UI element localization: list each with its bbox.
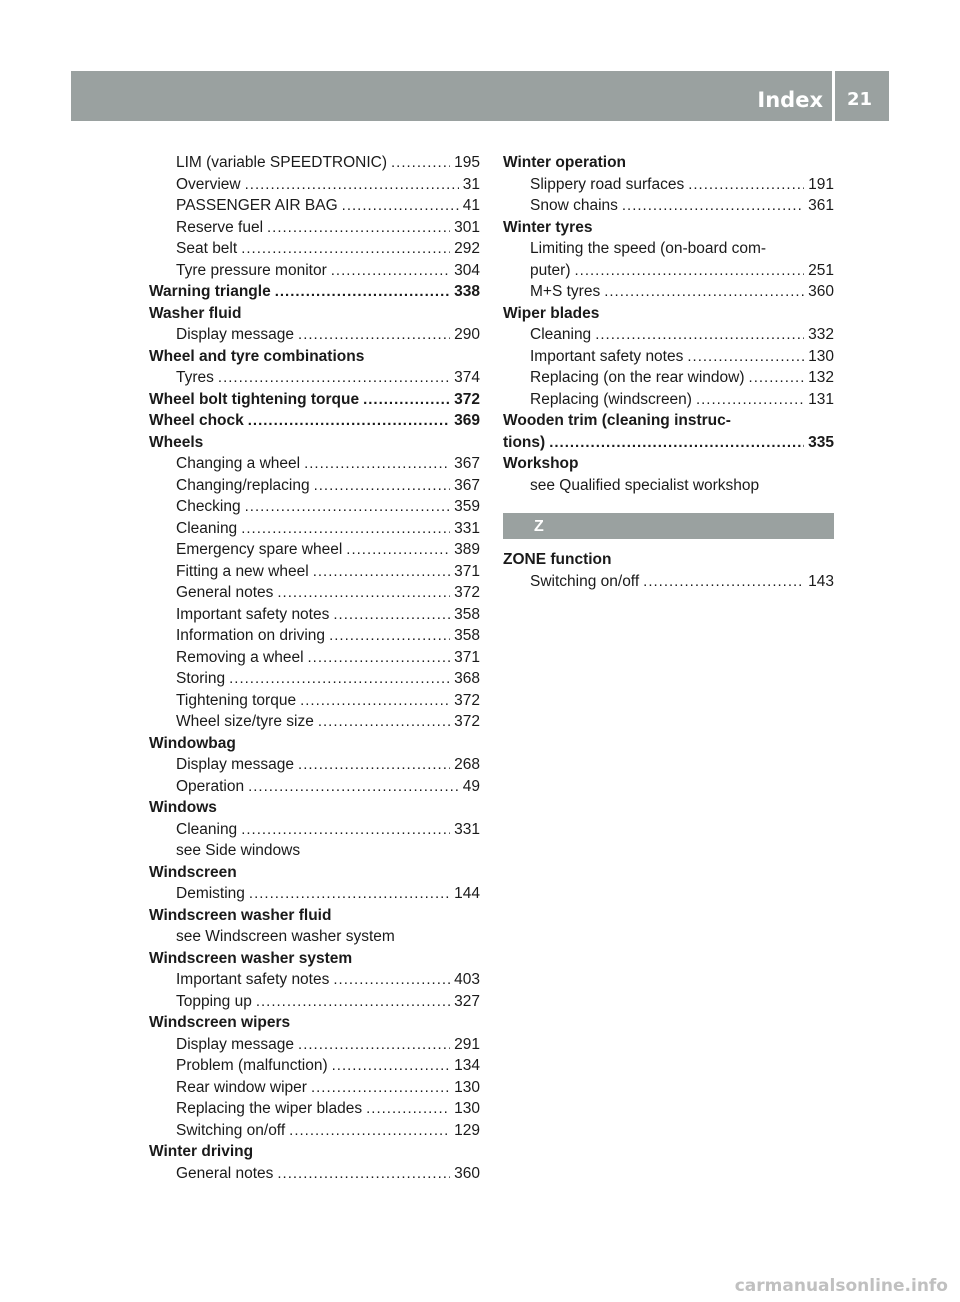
entry-label: Replacing (on the rear window) (530, 369, 745, 386)
index-entry (149, 217, 480, 239)
index-entry (503, 549, 834, 571)
header-divider (832, 71, 835, 121)
index-entry (149, 948, 480, 970)
entry-label: Overview (176, 175, 241, 193)
index-entry (503, 453, 834, 475)
entry-page-number: 129 (454, 1121, 480, 1139)
entry-page-number: 304 (454, 261, 480, 279)
index-entry (503, 174, 834, 196)
leader-dots (331, 260, 450, 282)
entry-page-number: 143 (808, 572, 834, 590)
entry-page-number: 290 (454, 326, 480, 343)
index-entry (149, 518, 480, 540)
leader-dots (241, 819, 450, 841)
entry-label: Wheel bolt tightening torque (149, 390, 360, 408)
entry-page-number: 372 (454, 390, 480, 408)
entry-label: Winter tyres (503, 218, 593, 236)
entry-label: Windscreen wipers (149, 1014, 291, 1031)
entry-label: Demisting (176, 885, 245, 902)
leader-dots (298, 754, 450, 776)
leader-dots (308, 647, 451, 669)
entry-label: Warning triangle (149, 283, 271, 300)
entry-label: Cleaning (176, 820, 238, 838)
entry-label: General notes (176, 584, 274, 601)
index-entry (149, 991, 480, 1013)
index-entry (149, 1055, 480, 1077)
entry-label: LIM (variable SPEEDTRONIC) (176, 154, 388, 171)
entry-page-number: 361 (808, 197, 834, 214)
entry-page-number: 134 (454, 1057, 480, 1074)
index-entry (149, 690, 480, 712)
entry-page-number: 327 (454, 992, 480, 1010)
leader-dots (687, 346, 804, 368)
leader-dots (643, 571, 804, 593)
index-entry (149, 1012, 480, 1034)
entry-label: Storing (176, 670, 226, 687)
entry-page-number: 332 (808, 326, 834, 343)
leader-dots (289, 1120, 450, 1142)
leader-dots (604, 281, 804, 303)
entry-label: Wheel chock (149, 412, 244, 429)
index-entry (503, 389, 834, 411)
index-entry (149, 776, 480, 798)
entry-label: Wooden trim (cleaning instruc- (503, 412, 731, 429)
entry-label: Reserve fuel (176, 218, 264, 236)
entry-label: Tightening torque (176, 691, 297, 709)
leader-dots (318, 711, 450, 733)
leader-dots (229, 668, 450, 690)
leader-dots (277, 582, 450, 604)
entry-label: Changing/replacing (176, 476, 310, 494)
entry-page-number: 372 (454, 584, 480, 601)
entry-page-number: 41 (462, 197, 480, 214)
entry-label: Wiper blades (503, 304, 600, 322)
entry-label: Wheel size/tyre size (176, 713, 314, 730)
index-entry (149, 1034, 480, 1056)
leader-dots (549, 432, 804, 454)
entry-page-number: 360 (808, 283, 834, 300)
index-entry (149, 539, 480, 561)
index-entry (503, 367, 834, 389)
leader-dots (622, 195, 804, 217)
section-title: Index (757, 88, 823, 112)
entry-label: Rear window wiper (176, 1078, 307, 1096)
entry-label: Removing a wheel (176, 648, 304, 666)
index-entry (149, 862, 480, 884)
entry-page-number: 360 (454, 1164, 480, 1182)
index-entry (149, 883, 480, 905)
index-entry (149, 389, 480, 411)
leader-dots (391, 152, 450, 174)
entry-page-number: 367 (454, 476, 480, 494)
leader-dots (256, 991, 450, 1013)
entry-label: Replacing the wiper blades (176, 1100, 363, 1117)
entry-page-number: 372 (454, 691, 480, 709)
index-entry (149, 432, 480, 454)
watermark: carmanualsonline.info (734, 1276, 948, 1296)
index-entry (503, 346, 834, 368)
index-entry (149, 496, 480, 518)
leader-dots (300, 690, 450, 712)
leader-dots (304, 453, 450, 475)
leader-dots (595, 324, 804, 346)
index-entry (149, 475, 480, 497)
index-entry (149, 152, 480, 174)
entry-page-number: 251 (808, 261, 834, 279)
index-entry (149, 238, 480, 260)
entry-label: Wheel and tyre combinations (149, 347, 365, 365)
entry-page-number: 374 (454, 369, 480, 386)
entry-page-number: 132 (808, 369, 834, 386)
entry-label: puter) (530, 261, 571, 279)
index-entry (149, 260, 480, 282)
index-entry (149, 668, 480, 690)
entry-label: General notes (176, 1164, 274, 1182)
index-entry (503, 217, 834, 239)
entry-label: Slippery road surfaces (530, 175, 685, 193)
leader-dots (688, 174, 804, 196)
leader-dots (249, 883, 450, 905)
entry-page-number: 358 (454, 627, 480, 644)
entry-label: Windowbag (149, 734, 236, 752)
leader-dots (277, 1163, 450, 1185)
leader-dots (267, 217, 450, 239)
entry-label: Checking (176, 498, 241, 515)
entry-page-number: 130 (808, 347, 834, 365)
entry-page-number: 31 (462, 175, 480, 193)
leader-dots (363, 389, 450, 411)
entry-page-number: 371 (454, 648, 480, 666)
index-entry (149, 1077, 480, 1099)
index-entry (149, 367, 480, 389)
entry-label: Windscreen washer system (149, 949, 353, 967)
index-entry (149, 797, 480, 819)
entry-label: Topping up (176, 992, 252, 1010)
section-letter-bar: Z (503, 513, 834, 539)
leader-dots (241, 518, 450, 540)
leader-dots (575, 260, 805, 282)
entry-page-number: 131 (808, 390, 834, 408)
entry-label: Emergency spare wheel (176, 541, 343, 558)
index-entry (149, 840, 480, 862)
entry-page-number: 301 (454, 218, 480, 236)
entry-label: Windows (149, 799, 217, 816)
index-entry (149, 969, 480, 991)
entry-label: Tyres (176, 369, 214, 386)
entry-page-number: 372 (454, 713, 480, 730)
index-entry (149, 1163, 480, 1185)
index-entry (149, 733, 480, 755)
entry-label: Wheels (149, 433, 204, 451)
entry-label: Windscreen (149, 863, 237, 881)
entry-label: Cleaning (176, 519, 238, 537)
index-entry (503, 303, 834, 325)
entry-label: Tyre pressure monitor (176, 261, 327, 279)
entry-label: Switching on/off (176, 1121, 286, 1139)
index-entry (149, 195, 480, 217)
index-entry (149, 905, 480, 927)
leader-dots (298, 1034, 450, 1056)
entry-label: Switching on/off (530, 572, 640, 590)
entry-label: see Qualified specialist workshop (530, 476, 760, 494)
index-entries-z (503, 549, 834, 592)
leader-dots (314, 475, 451, 497)
index-entry (149, 410, 480, 432)
index-entry (149, 647, 480, 669)
entry-page-number: 403 (454, 971, 480, 988)
leader-dots (245, 496, 451, 518)
entry-label: see Windscreen washer system (176, 928, 395, 945)
entry-page-number: 331 (454, 820, 480, 838)
index-entry (149, 926, 480, 948)
index-entry (149, 1120, 480, 1142)
leader-dots (346, 539, 450, 561)
entry-page-number: 49 (462, 777, 480, 795)
index-entry (149, 453, 480, 475)
leader-dots (218, 367, 450, 389)
entry-label: Limiting the speed (on-board com- (530, 240, 767, 257)
index-entry (503, 571, 834, 593)
entry-label: Winter driving (149, 1143, 254, 1160)
entry-page-number: 359 (454, 498, 480, 515)
index-entry (149, 754, 480, 776)
leader-dots (311, 1077, 450, 1099)
entry-page-number: 130 (454, 1100, 480, 1117)
page-number: 21 (847, 89, 873, 110)
leader-dots (366, 1098, 450, 1120)
index-column-left (149, 152, 480, 1184)
entry-page-number: 191 (808, 175, 834, 193)
entry-label: Operation (176, 777, 245, 795)
entry-page-number: 368 (454, 670, 480, 687)
entry-page-number: 195 (454, 154, 480, 171)
leader-dots (332, 1055, 451, 1077)
entry-page-number: 335 (808, 433, 834, 451)
entry-page-number: 338 (454, 283, 480, 300)
leader-dots (342, 195, 459, 217)
leader-dots (333, 604, 450, 626)
entry-label: Important safety notes (530, 347, 684, 365)
entry-page-number: 291 (454, 1035, 480, 1053)
index-entry (149, 604, 480, 626)
entry-label: Winter operation (503, 154, 627, 171)
leader-dots (696, 389, 804, 411)
index-entry (149, 174, 480, 196)
entry-label: Display message (176, 326, 295, 343)
entry-label: tions) (503, 433, 546, 451)
entry-label: Windscreen washer fluid (149, 906, 332, 924)
index-entry (149, 281, 480, 303)
entry-label: Problem (malfunction) (176, 1057, 328, 1074)
index-entries-w (503, 152, 834, 496)
entry-label: Replacing (windscreen) (530, 390, 692, 408)
entry-label: ZONE function (503, 551, 612, 568)
leader-dots (298, 324, 450, 346)
entry-page-number: 130 (454, 1078, 480, 1096)
index-entry (503, 238, 834, 260)
leader-dots (248, 776, 459, 798)
leader-dots (275, 281, 450, 303)
entry-label: Changing a wheel (176, 455, 301, 472)
leader-dots (313, 561, 450, 583)
leader-dots (333, 969, 450, 991)
entry-label: Snow chains (530, 197, 618, 214)
entry-label: Display message (176, 1035, 295, 1053)
leader-dots (749, 367, 805, 389)
entry-page-number: 358 (454, 605, 480, 623)
entry-label: Display message (176, 756, 295, 773)
entry-label: Important safety notes (176, 971, 330, 988)
leader-dots (245, 174, 459, 196)
leader-dots (241, 238, 450, 260)
entry-label: Cleaning (530, 326, 592, 343)
entry-label: PASSENGER AIR BAG (176, 197, 338, 214)
entry-label: see Side windows (176, 842, 301, 859)
leader-dots (329, 625, 450, 647)
entry-page-number: 367 (454, 455, 480, 472)
entry-page-number: 144 (454, 885, 480, 902)
entry-label: Seat belt (176, 240, 238, 257)
index-entry (503, 152, 834, 174)
entry-page-number: 292 (454, 240, 480, 257)
entry-page-number: 371 (454, 562, 480, 580)
index-entry (149, 711, 480, 733)
entry-label: Important safety notes (176, 605, 330, 623)
entry-page-number: 389 (454, 541, 480, 558)
entry-label: Workshop (503, 455, 579, 472)
index-entry (503, 195, 834, 217)
index-entry (503, 410, 834, 432)
index-entry (503, 281, 834, 303)
index-entry (149, 819, 480, 841)
entry-page-number: 331 (454, 519, 480, 537)
index-entry (149, 1141, 480, 1163)
index-entry (149, 346, 480, 368)
index-column-right (503, 152, 834, 592)
index-entry (149, 303, 480, 325)
entry-page-number: 268 (454, 756, 480, 773)
entry-label: Information on driving (176, 627, 326, 644)
index-entry (149, 582, 480, 604)
index-entry (149, 324, 480, 346)
index-entry (503, 324, 834, 346)
index-entry (149, 625, 480, 647)
header-bar (71, 71, 889, 121)
index-entry (503, 475, 834, 497)
index-entry (503, 260, 834, 282)
entry-label: Fitting a new wheel (176, 562, 309, 580)
index-entry (503, 432, 834, 454)
entry-label: M+S tyres (530, 283, 601, 300)
index-entry (149, 561, 480, 583)
entry-page-number: 369 (454, 412, 480, 429)
leader-dots (248, 410, 450, 432)
index-entry (149, 1098, 480, 1120)
entry-label: Washer fluid (149, 304, 242, 322)
